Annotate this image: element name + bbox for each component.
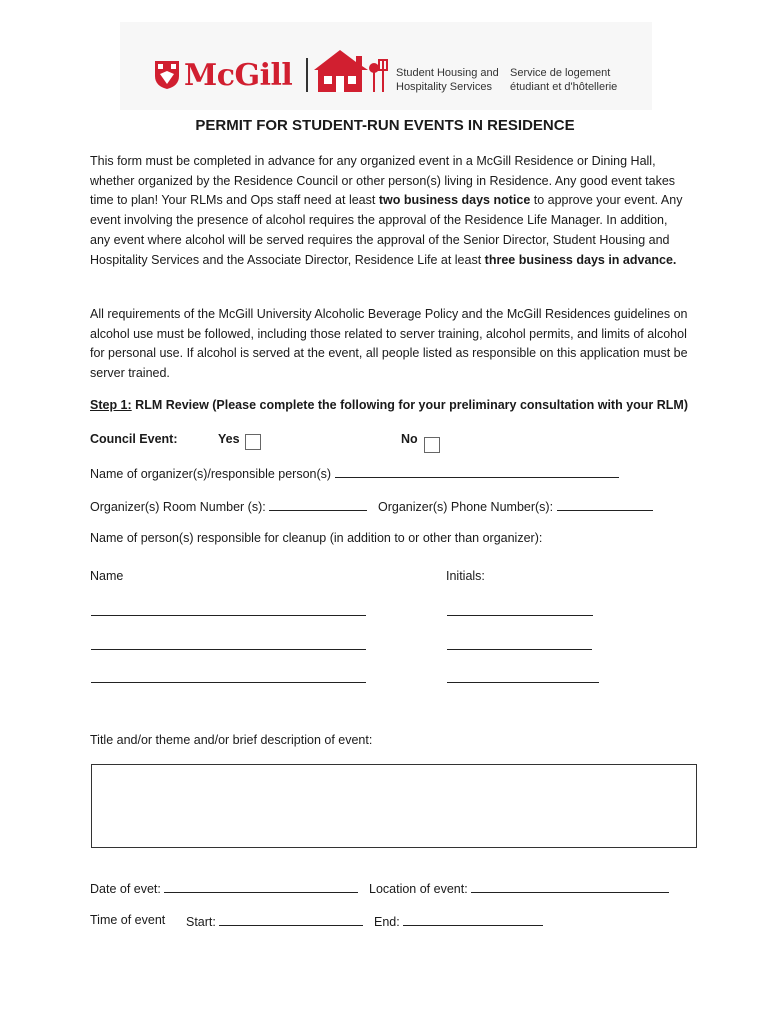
organizer-name-field: Name of organizer(s)/responsible person(s) — [90, 465, 619, 481]
organizer-name-input[interactable] — [335, 465, 619, 478]
end-time-input[interactable] — [403, 913, 543, 926]
cleanup-label: Name of person(s) responsible for cleanup (in addition to or other than organizer): — [90, 531, 543, 545]
cleanup-name-line-2[interactable] — [91, 649, 366, 650]
start-time-input[interactable] — [219, 913, 363, 926]
phone-number-field: Organizer(s) Phone Number(s): — [378, 498, 653, 514]
time-label: Time of event — [90, 913, 166, 927]
location-input[interactable] — [471, 880, 669, 893]
start-time-field: Start: — [186, 913, 363, 929]
room-number-input[interactable] — [269, 498, 367, 511]
mcgill-logo-text: McGill — [184, 58, 293, 93]
phone-number-input[interactable] — [557, 498, 653, 511]
intro-paragraph: This form must be completed in advance for any organized event in a McGill Residence or Dining Hall, whether organized by the Residence Council or other person(s) living in Residence. Any good event takes time to plan! Your RLMs and Ops staff need at least two business days notice to approve your event. Any event involving the presence of alcohol requires the approval of the Residence Life Manager. In addition, any event where alcohol will be served requires the approval of the Senior Director, Student Housing and Hospitality Services and the Associate Director, Residence Life at least three business days in advance. — [90, 154, 683, 267]
cleanup-name-header: Name — [90, 569, 124, 583]
cleanup-initials-line-1[interactable] — [447, 615, 593, 616]
council-event-label: Council Event: — [90, 432, 178, 446]
alcohol-policy-paragraph: All requirements of the McGill University Alcoholic Beverage Policy and the McGill Residences guidelines on alcohol use must be followed, including those related to server training, alcohol permits, and limits of alcohol for personal use. If alcohol is served at the event, all people listed as responsible on this application must be server trained. — [90, 307, 688, 381]
cleanup-name-line-1[interactable] — [91, 615, 366, 616]
location-field: Location of event: — [369, 880, 669, 896]
cleanup-initials-line-3[interactable] — [447, 682, 599, 683]
logo-divider — [306, 58, 308, 92]
cleanup-initials-header: Initials: — [446, 569, 485, 583]
council-no-label: No — [401, 432, 418, 446]
room-number-field: Organizer(s) Room Number (s): — [90, 498, 367, 514]
council-no-checkbox[interactable] — [424, 437, 440, 453]
residence-house-icon — [312, 46, 392, 94]
department-name-french: Service de logement étudiant et d'hôtellerie — [510, 67, 618, 93]
description-label: Title and/or theme and/or brief description of event: — [90, 733, 373, 747]
mcgill-shield-icon — [154, 60, 180, 90]
cleanup-name-line-3[interactable] — [91, 682, 366, 683]
letterhead — [120, 22, 652, 110]
department-name-english: Student Housing and Hospitality Services — [396, 67, 499, 93]
step1-heading: Step 1: RLM Review (Please complete the following for your preliminary consultation with your RLM) — [90, 398, 689, 412]
date-field: Date of evet: — [90, 880, 358, 896]
end-time-field: End: — [374, 913, 543, 929]
council-yes-label: Yes — [218, 432, 240, 446]
date-input[interactable] — [164, 880, 358, 893]
event-description-box[interactable] — [91, 764, 697, 848]
cleanup-initials-line-2[interactable] — [447, 649, 592, 650]
council-yes-checkbox[interactable] — [245, 434, 261, 450]
form-title: PERMIT FOR STUDENT-RUN EVENTS IN RESIDENCE — [195, 117, 575, 134]
